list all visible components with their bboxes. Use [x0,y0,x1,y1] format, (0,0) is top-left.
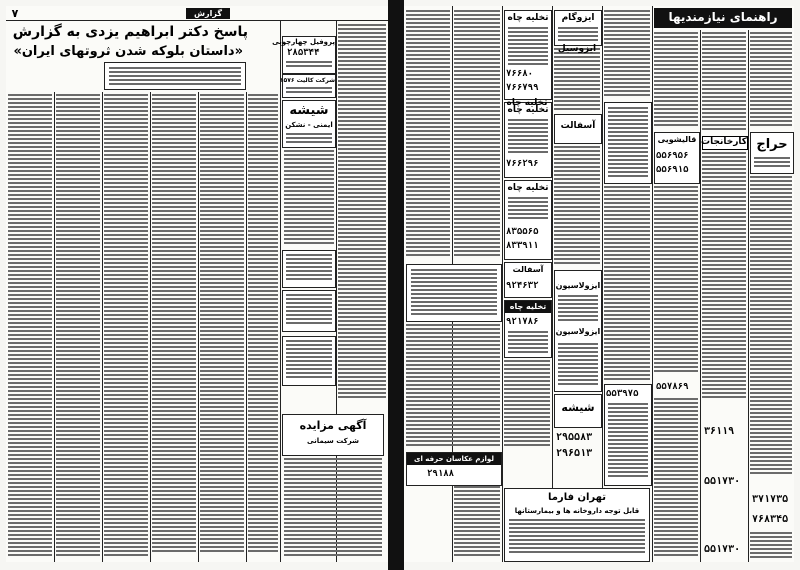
ad-carpet-1 [654,132,700,184]
classified-col-2-top [454,10,500,260]
column-rule [552,6,553,562]
ad-drain-b-phone: ۷۶۶۲۹۶ [506,159,539,169]
ad-tehran-pharma-title: تهران فارما [547,492,607,503]
ad-isolation-3-text [558,343,598,387]
ad-drain-b [504,102,552,178]
ad-tehran-pharma [504,488,650,562]
ad-drain-c-text [508,197,548,223]
ad-drain-d-title: تخلیه چاه [505,301,551,313]
ad-glass [282,100,336,148]
classified-col-3-mid [504,360,550,450]
phone-p12: ۵۵۳۹۷۵ [606,389,639,399]
ad-glass-text [286,133,332,145]
ad-drain-a-title: تخلیه چاه [507,13,549,23]
phone-p14: ۳۶۱۱۹ [704,426,735,437]
classified-col-8-b [750,176,792,476]
phone-p10: ۲۹۵۵۸۳ [556,432,593,443]
ad-drain-b-title: تخلیه چاه [507,105,549,115]
ad-col5-text [608,107,648,179]
classified-col-1-mid [406,324,500,450]
ad-isolation-title: ایزوگام [561,13,595,23]
ad-tehran-pharma-text [509,519,645,559]
classified-col-7-a [702,32,746,132]
ad-col5-lower [604,384,652,486]
column-rule [700,30,701,562]
ad-drain-d-phone: ۹۲۱۷۸۶ [506,317,539,327]
classified-col-7-b [702,152,746,402]
ad-col5-boxes [604,102,652,184]
column-rule [198,92,199,562]
ad-plywood [272,36,336,74]
ad-notice-1-text [286,254,332,284]
article-column-2 [56,94,100,560]
small-ads-block [284,150,334,246]
phone-p16: ۵۵۱۷۳۰ [704,476,741,487]
ad-asphalt [504,262,552,298]
ad-company-name: شرکت کالیت ۱۵۷۶ [279,77,335,84]
phone-p11: ۲۹۶۵۱۳ [556,448,593,459]
header-date [32,9,92,16]
ad-auction-company: شرکت سیمانی [307,437,359,445]
phone-p8: ۵۵۶۹۵۶ [656,151,689,161]
classified-col-5-a [604,10,650,100]
article-column-6 [248,94,278,560]
ad-drain-a [504,10,552,100]
classified-col-6-b [654,186,698,376]
ad-lab-tools-phone: ۲۹۱۸۸ [427,469,455,479]
ad-auction [282,414,384,456]
phone-p15: ۳۷۱۷۳۵ [752,494,789,505]
ad-company [279,74,336,98]
classified-col-8-a [750,32,792,128]
headline-line1: پاسخ دکتر ابراهیم یزدی به گزارش [12,24,248,40]
ad-plywood-title: پروفیل چهارچوبی [272,38,335,46]
ad-isolation-2-title: ایزولاسیون [555,281,601,290]
column-rule [652,6,653,562]
ad-notice-2-text [286,294,332,328]
ad-plywood-text [286,61,332,71]
ad-isolation-text [558,27,598,43]
ad-drain-c [504,180,552,260]
ad-drain-a-text [508,27,548,67]
article-column-3 [104,94,148,560]
ad-auction-sale-title: حراج [756,137,788,152]
ad-drain-a-phone-1: ۷۶۶۸۰ [506,69,534,79]
ad-lab-tools-title: لوازم عکاسان حرفه ای [407,453,501,465]
ad-isolation [554,10,602,46]
header-rule [6,20,388,21]
auction-text [284,458,382,558]
ad-notice-3 [282,336,336,386]
page-number: ۷ [11,7,19,20]
ad-drain-d-text [508,331,548,355]
classified-col-6-c [654,398,698,558]
right-column-text [338,24,386,410]
classified-col-2-bottom [454,486,500,558]
ad-col5-lower-text [608,403,648,481]
phone-p16-b: ۵۵۱۷۳۰ [704,544,741,555]
ad-glass-sub: ایمنی - نشکن [285,121,333,129]
classified-col-1-top [406,10,450,260]
ad-tehran-pharma-sub: قابل توجه داروخانه ها و بیمارستانها [514,507,640,515]
ad-glass-right [554,394,602,428]
article-column-5 [200,94,244,560]
ad-carpet-1-title: قالیشویی [657,135,697,144]
ad-sewing-machine [406,264,502,322]
ad-drain-c-phone-1: ۸۳۵۵۶۵ [506,227,539,237]
ad-auction-sale [750,132,794,174]
column-rule [54,92,55,562]
ad-drain-c-title: تخلیه چاه [507,183,549,193]
masthead-title: راهنمای نیازمندیها [668,10,778,24]
column-rule [246,92,247,562]
ad-auction-title: آگهی مزایده [299,419,367,432]
column-rule [280,20,281,562]
phone-p18: ۵۵۷۸۶۹ [656,382,689,392]
ad-notice-1 [282,250,336,288]
page-gutter [388,0,404,570]
column-rule [150,92,151,562]
column-rule [102,92,103,562]
column-rule [602,6,603,562]
ad-company-text [286,87,332,95]
classified-col-8-c [750,532,792,560]
ad-asphalt-2-title: آسفالت [560,121,596,131]
ad-glass-right-title: شیشه [561,401,595,414]
column-rule [502,6,503,562]
lead-text [109,67,241,87]
section-tab-factories: کارخانجات [702,136,748,150]
ad-asphalt-title: آسفالت [512,265,544,274]
ad-drain-d [504,300,552,358]
classified-col-6-a [654,32,698,128]
article-column-1 [8,94,52,560]
ad-plywood-phone: ۲۸۵۳۴۴ [287,48,320,58]
phone-p13: ۷۶۸۳۴۵ [752,514,789,525]
ad-drain-c-phone-2: ۸۳۳۹۱۱ [506,241,539,251]
phone-p9: ۵۵۶۹۱۵ [656,165,689,175]
ad-glass-title: شیشه [289,103,329,118]
column-rule [748,30,749,562]
ad-lab-tools [406,452,502,486]
section-label: گزارش [186,8,230,19]
ad-asphalt-2 [554,114,602,144]
ad-sewing-text [411,269,497,319]
ad-auction-sale-text [754,157,790,171]
classified-col-5-b [604,186,650,382]
classified-col-4-a [554,48,600,112]
article-column-4 [152,94,196,560]
right-page [404,6,794,562]
ad-isolation-2 [554,270,602,392]
headline-line2: «داستان بلوکه شدن ثروتهای ایران» [13,44,243,59]
lead-box [104,62,246,90]
ad-drain-a-phone-2: ۷۶۶۷۹۹ [506,83,539,93]
ad-asphalt-phone: ۹۲۴۶۳۲ [506,281,539,291]
ad-notice-2 [282,290,336,332]
ad-notice-3-text [286,340,332,382]
ad-isolation-2-text [558,295,598,323]
classified-col-4-b [554,146,600,266]
ad-isolation-3-title: ایزولاسیون [555,327,601,336]
ad-drain-b-text [508,119,548,155]
left-page [6,6,388,562]
